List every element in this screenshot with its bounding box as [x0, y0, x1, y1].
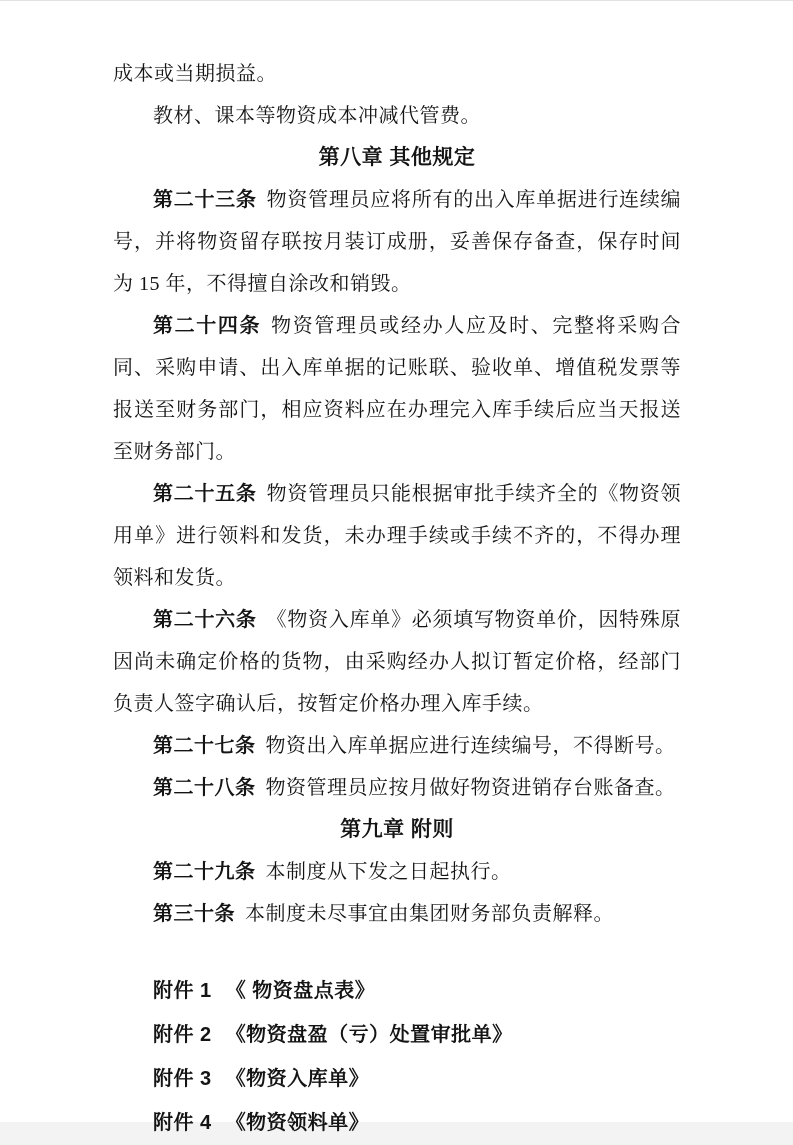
article-27-paragraph — [113, 725, 681, 767]
article-27-text: 物资出入库单据应进行连续编号，不得断号。 — [265, 735, 676, 757]
attachment-4-line — [113, 1101, 681, 1145]
article-30-label: 第三十条 — [153, 903, 235, 925]
attachment-1-title: 《 物资盘点表》 — [225, 980, 376, 1002]
article-24-paragraph — [113, 305, 681, 473]
attachment-3-title: 《物资入库单》 — [225, 1068, 370, 1090]
article-27-label: 第二十七条 — [153, 735, 256, 757]
intro-paragraph: 教材、课本等物资成本冲减代管费。 — [153, 105, 481, 127]
article-25-label: 第二十五条 — [153, 483, 257, 505]
article-24-text: 物资管理员或经办人应及时、完整将采购合同、采购申请、出入库单据的记账联、验收单、增值税发票等报送至财务部门，相应资料应在办理完入库手续后应当天报送至财务部门。 — [113, 315, 682, 463]
attachment-3-label: 附件 3 — [153, 1068, 212, 1090]
intro-paragraph-continuation: 成本或当期损益。 — [113, 63, 277, 85]
article-25-text: 物资管理员只能根据审批手续齐全的《物资领用单》进行领料和发货，未办理手续或手续不齐的，不得办理领料和发货。 — [113, 483, 682, 589]
attachment-4-title: 《物资领料单》 — [225, 1112, 370, 1134]
article-26-label: 第二十六条 — [153, 609, 257, 631]
article-29-label: 第二十九条 — [153, 861, 256, 883]
article-23-paragraph — [113, 179, 681, 305]
chapter-8-heading: 第八章 其他规定 — [318, 146, 476, 169]
article-23-label: 第二十三条 — [153, 189, 257, 211]
attachment-4-label: 附件 4 — [153, 1112, 212, 1134]
article-30-text: 本制度未尽事宜由集团财务部负责解释。 — [245, 903, 614, 925]
article-29-paragraph — [113, 851, 681, 893]
article-23-text: 物资管理员应将所有的出入库单据进行连续编号，并将物资留存联按月装订成册，妥善保存备查，保存时间为 15 年，不得擅自涂改和销毁。 — [113, 189, 682, 295]
article-28-label: 第二十八条 — [153, 777, 256, 799]
attachment-2-title: 《物资盘盈（亏）处置审批单》 — [225, 1024, 513, 1046]
attachment-1-line — [113, 969, 681, 1013]
article-28-text: 物资管理员应按月做好物资进销存台账备查。 — [265, 777, 676, 799]
attachments-list — [113, 969, 681, 1145]
article-29-text: 本制度从下发之日起执行。 — [265, 861, 512, 883]
article-30-paragraph — [113, 893, 681, 935]
attachment-1-label: 附件 1 — [153, 980, 212, 1002]
attachment-2-line — [113, 1013, 681, 1057]
attachment-3-line — [113, 1057, 681, 1101]
article-25-paragraph — [113, 473, 681, 599]
chapter-9-heading: 第九章 附则 — [340, 818, 454, 841]
article-26-text: 《物资入库单》必须填写物资单价，因特殊原因尚未确定价格的货物，由采购经办人拟订暂定价格，经部门负责人签字确认后，按暂定价格办理入库手续。 — [113, 609, 682, 715]
attachment-2-label: 附件 2 — [153, 1024, 212, 1046]
article-26-paragraph — [113, 599, 681, 725]
article-24-label: 第二十四条 — [153, 315, 262, 337]
article-28-paragraph — [113, 767, 681, 809]
